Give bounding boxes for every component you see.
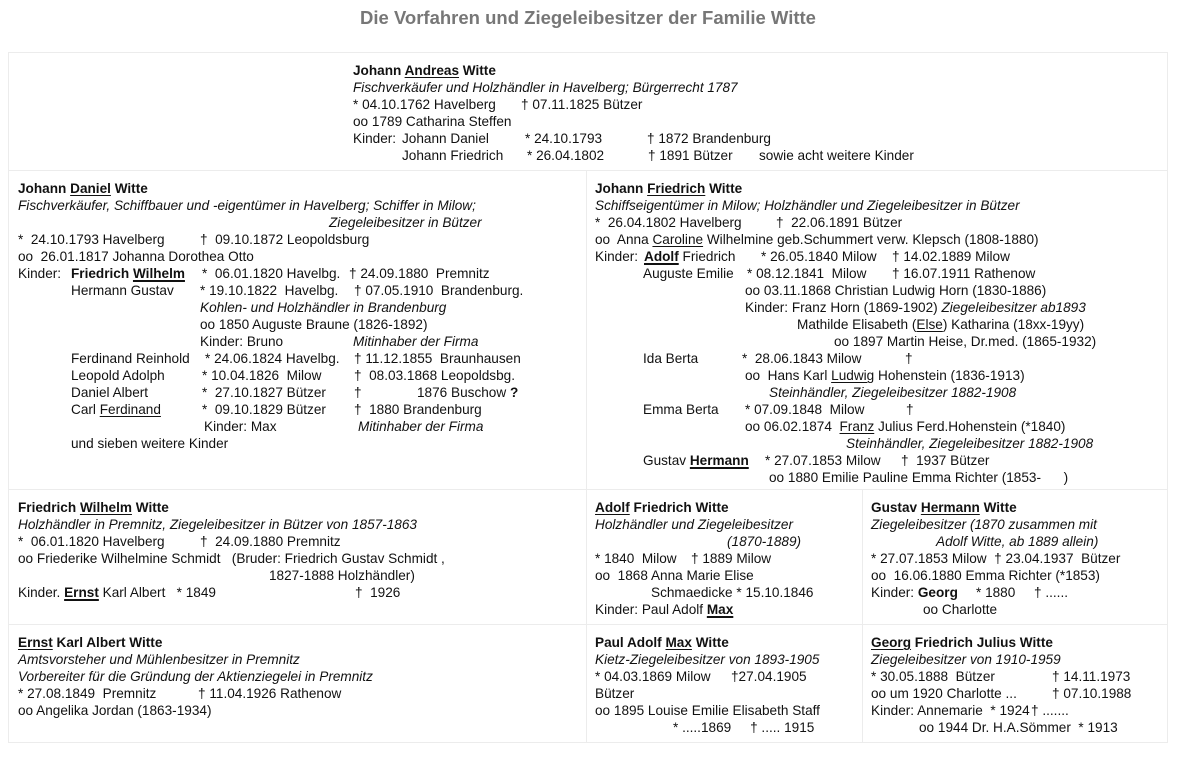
child-name: Adolf Friedrich xyxy=(644,249,736,264)
marriage: oo 1880 Emilie Pauline Emma Richter (1853- ) xyxy=(769,470,1069,485)
marriage: oo 16.06.1880 Emma Richter (*1853) xyxy=(871,568,1100,583)
child-died: † 16.07.1911 Rathenow xyxy=(892,266,1036,281)
page-title: Die Vorfahren und Ziegeleibesitzer der Familie Witte xyxy=(360,7,816,28)
occupation: Fischverkäufer und Holzhändler in Havelberg; Bürgerrecht 1787 xyxy=(353,80,738,95)
child-name: Leopold Adolph xyxy=(71,368,165,383)
marriage: oo Hans Karl Ludwig Hohenstein (1836-1913) xyxy=(745,368,1025,383)
person-name: Johann Andreas Witte xyxy=(353,63,496,78)
death-date: †27.04.1905 xyxy=(731,669,807,684)
child-born: * 26.04.1802 xyxy=(527,148,605,163)
child-died: † xyxy=(906,402,914,417)
marriage: oo Angelika Jordan (1863-1934) xyxy=(18,703,212,718)
child-died: † 07.05.1910 Brandenburg. xyxy=(354,283,524,298)
cell-gustav-hermann xyxy=(862,489,1168,625)
birth-date: * 24.10.1793 Havelberg xyxy=(18,232,165,247)
child-died: † 1926 xyxy=(355,585,401,600)
occupation: Holzhändler und Ziegeleibesitzer xyxy=(595,517,793,532)
cell-johann-daniel xyxy=(8,170,587,490)
occupation: Ziegeleibesitzer (1870 zusammen mit xyxy=(871,517,1097,532)
death-date: † 14.11.1973 xyxy=(1052,669,1131,684)
marriage: oo Friederike Wilhelmine Schmidt (Bruder: Friedrich Gustav Schmidt , xyxy=(18,551,445,566)
child-name: Johann Friedrich xyxy=(402,148,504,163)
marriage-note: 1827-1888 Holzhändler) xyxy=(269,568,415,583)
occupation: Steinhändler, Ziegeleibesitzer 1882-1908 xyxy=(769,385,1017,400)
occupation: (1870-1889) xyxy=(727,534,802,549)
children: Kinder: Annemarie * 1924 xyxy=(871,703,1030,718)
death-date: † 1889 Milow xyxy=(691,551,772,566)
birth-date: * 30.05.1888 Bützer xyxy=(871,669,995,684)
grandchild: Kinder: Franz Horn (1869-1902) Ziegeleibesitzer ab1893 xyxy=(745,300,1086,315)
death-date: † 22.06.1891 Bützer xyxy=(776,215,903,230)
child-died: † 1880 Brandenburg xyxy=(354,402,482,417)
child-name: Hermann Gustav xyxy=(71,283,174,298)
child-name: Gustav Hermann xyxy=(643,453,749,468)
spouse-death: † 07.10.1988 xyxy=(1052,686,1132,701)
more-children: und sieben weitere Kinder xyxy=(71,436,229,451)
child-name: Friedrich Wilhelm xyxy=(71,266,185,281)
child-died: † xyxy=(905,351,913,366)
child-died: † 1891 Bützer xyxy=(648,148,733,163)
occupation: Holzhändler in Premnitz, Ziegeleibesitzer in Bützer von 1857-1863 xyxy=(18,517,417,532)
child-marriage: oo 1944 Dr. H.A.Sömmer * 1913 xyxy=(919,720,1118,735)
child-born: * 27.10.1827 Bützer xyxy=(202,385,326,400)
child-name: Daniel Albert xyxy=(71,385,149,400)
children: Kinder: Georg xyxy=(871,585,958,600)
grandchild-note: Mitinhaber der Firma xyxy=(353,334,479,349)
marriage: Schmaedicke * 15.10.1846 xyxy=(651,585,814,600)
cell-paul-adolf-max xyxy=(586,624,863,743)
occupation: Steinhändler, Ziegeleibesitzer 1882-1908 xyxy=(846,436,1094,451)
birth-date: * 27.08.1849 Premnitz xyxy=(18,686,157,701)
child-note: sowie acht weitere Kinder xyxy=(759,148,914,163)
birth-date: * 1840 Milow xyxy=(595,551,677,566)
children-label: Kinder: xyxy=(595,249,639,264)
person-name: Adolf Friedrich Witte xyxy=(595,500,729,515)
child-name: Johann Daniel xyxy=(402,131,489,146)
cell-ernst-karl-albert xyxy=(8,624,587,743)
child-died: † 08.03.1868 Leopoldsbg. xyxy=(354,368,516,383)
child-died: † 1937 Bützer xyxy=(901,453,990,468)
birth-date: * 26.04.1802 Havelberg xyxy=(595,215,742,230)
child-born: * 28.06.1843 Milow xyxy=(742,351,862,366)
marriage: oo 26.01.1817 Johanna Dorothea Otto xyxy=(18,249,254,264)
child-born: * 1880 xyxy=(976,585,1016,600)
death-date: † 24.09.1880 Premnitz xyxy=(200,534,341,549)
occupation: Schiffseigentümer in Milow; Holzhändler und Ziegeleibesitzer in Bützer xyxy=(595,198,1020,213)
person-name: Ernst Karl Albert Witte xyxy=(18,635,163,650)
occupation: Kohlen- und Holzhändler in Brandenburg xyxy=(200,300,447,315)
cell-georg-friedrich-julius xyxy=(862,624,1168,743)
child-marriage: oo Charlotte xyxy=(923,602,998,617)
death-date: † 11.04.1926 Rathenow xyxy=(198,686,342,701)
child-born: * 07.09.1848 Milow xyxy=(745,402,865,417)
birth-date: * 04.03.1869 Milow xyxy=(595,669,711,684)
person-name: Paul Adolf Max Witte xyxy=(595,635,729,650)
occupation: Kietz-Ziegeleibesitzer von 1893-1905 xyxy=(595,652,820,667)
children: Kinder. Ernst Karl Albert * 1849 xyxy=(18,585,216,600)
death-place: Bützer xyxy=(595,686,635,701)
children: Kinder: Paul Adolf Max xyxy=(595,602,734,617)
marriage: oo 1868 Anna Marie Elise xyxy=(595,568,754,583)
child-born: * 09.10.1829 Bützer xyxy=(202,402,326,417)
cell-johann-friedrich xyxy=(586,170,1168,490)
marriage: oo 06.02.1874 Franz Julius Ferd.Hohenstein (*1840) xyxy=(745,419,1066,434)
occupation: Amtsvorsteher und Mühlenbesitzer in Premnitz xyxy=(18,652,300,667)
child-born: * 10.04.1826 Milow xyxy=(202,368,322,383)
death-date: † 09.10.1872 Leopoldsburg xyxy=(200,232,370,247)
death-date: † 07.11.1825 Bützer xyxy=(521,97,643,112)
grandchild: Kinder: Max xyxy=(204,419,277,434)
grandchild: Mathilde Elisabeth (Else) Katharina (18xx-19yy) xyxy=(797,317,1085,332)
child-name: Emma Berta xyxy=(643,402,719,417)
grandchild: Kinder: Bruno xyxy=(200,334,284,349)
child-died: † 11.12.1855 Braunhausen xyxy=(354,351,521,366)
child-died: † 24.09.1880 Premnitz xyxy=(349,266,490,281)
marriage: oo 1895 Louise Emilie Elisabeth Staff xyxy=(595,703,820,718)
child-born: * 06.01.1820 Havelbg. xyxy=(202,266,341,281)
child-died: 1876 Buschow ? xyxy=(417,385,519,400)
child-born: * 24.10.1793 xyxy=(525,131,603,146)
marriage: oo um 1920 Charlotte ... xyxy=(871,686,1017,701)
occupation: Fischverkäufer, Schiffbauer und -eigentümer in Havelberg; Schiffer in Milow; xyxy=(18,198,476,213)
person-name: Georg Friedrich Julius Witte xyxy=(871,635,1053,650)
occupation: Ziegeleibesitzer von 1910-1959 xyxy=(871,652,1061,667)
marriage: oo 1789 Catharina Steffen xyxy=(353,114,512,129)
cell-friedrich-wilhelm xyxy=(8,489,587,625)
grandchild-note: Mitinhaber der Firma xyxy=(358,419,484,434)
person-name: Friedrich Wilhelm Witte xyxy=(18,500,169,515)
child-born: * 19.10.1822 Havelbg. xyxy=(200,283,339,298)
child-died: † ....... xyxy=(1031,703,1069,718)
death-dagger: † xyxy=(354,385,362,400)
marriage: oo 1897 Martin Heise, Dr.med. (1865-1932) xyxy=(834,334,1097,349)
child-name: Ferdinand Reinhold xyxy=(71,351,190,366)
cell-adolf-friedrich xyxy=(586,489,863,625)
occupation: Ziegeleibesitzer in Bützer xyxy=(329,215,482,230)
person-name: Johann Daniel Witte xyxy=(18,181,148,196)
marriage: oo Anna Caroline Wilhelmine geb.Schummert verw. Klepsch (1808-1880) xyxy=(595,232,1039,247)
child-born: * 26.05.1840 Milow xyxy=(761,249,877,264)
child-name: Ida Berta xyxy=(643,351,699,366)
child-name: Auguste Emilie xyxy=(643,266,734,281)
person-name: Johann Friedrich Witte xyxy=(595,181,743,196)
spouse-dates: * .....1869 † ..... 1915 xyxy=(673,720,815,735)
child-died: † ...... xyxy=(1034,585,1068,600)
children-label: Kinder: xyxy=(18,266,62,281)
child-name: Carl Ferdinand xyxy=(71,402,161,417)
marriage: oo 1850 Auguste Braune (1826-1892) xyxy=(200,317,428,332)
birth-date: * 06.01.1820 Havelberg xyxy=(18,534,165,549)
birth-death: * 27.07.1853 Milow † 23.04.1937 Bützer xyxy=(871,551,1121,566)
person-name: Gustav Hermann Witte xyxy=(871,500,1017,515)
child-born: * 08.12.1841 Milow xyxy=(747,266,867,281)
occupation: Vorbereiter für die Gründung der Aktienziegelei in Premnitz xyxy=(18,669,373,684)
cell-johann-andreas xyxy=(8,52,1168,171)
children-label: Kinder: xyxy=(353,131,397,146)
child-born: * 24.06.1824 Havelbg. xyxy=(205,351,340,366)
occupation: Adolf Witte, ab 1889 allein) xyxy=(936,534,1099,549)
marriage: oo 03.11.1868 Christian Ludwig Horn (1830-1886) xyxy=(745,283,1047,298)
child-born: * 27.07.1853 Milow xyxy=(765,453,881,468)
child-died: † 1872 Brandenburg xyxy=(647,131,771,146)
birth-date: * 04.10.1762 Havelberg xyxy=(353,97,496,112)
child-died: † 14.02.1889 Milow xyxy=(892,249,1010,264)
